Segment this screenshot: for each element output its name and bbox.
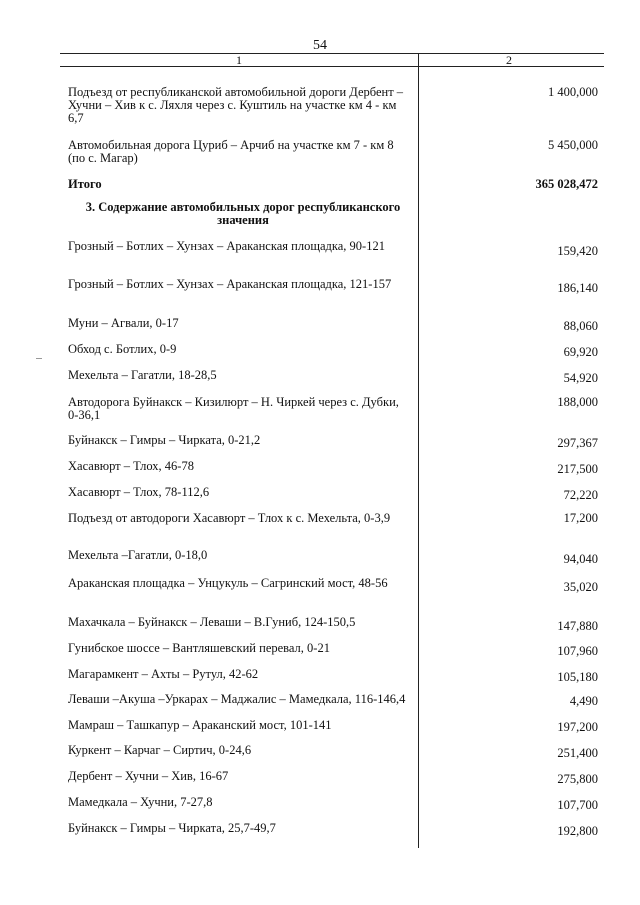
column-2-header: 2 [506,53,512,67]
amount: 217,500 [557,462,598,476]
section-title: 3. Содержание автомобильных дорог республиканского значения [85,200,401,227]
table-header-rule [60,66,604,67]
amount: 275,800 [557,772,598,786]
amount: 251,400 [557,746,598,760]
road-name: Мехельта –Гагатли, 0-18,0 [68,548,208,562]
total-label: Итого [68,177,102,191]
road-name: Буйнакск – Гимры – Чирката, 0-21,2 [68,433,261,447]
amount: 192,800 [557,824,598,838]
column-divider [418,53,419,848]
amount: 107,700 [557,798,598,812]
road-name: Гунибское шоссе – Вантляшевский перевал, 0-21 [68,641,330,655]
margin-mark [36,358,42,359]
amount: 105,180 [557,670,598,684]
road-name: Дербент – Хучни – Хив, 16-67 [68,769,229,783]
road-name: Леваши –Акуша –Уркарах – Маджалис – Мамедкала, 116-146,4 [68,692,406,706]
amount: 5 450,000 [548,138,598,152]
amount: 186,140 [557,281,598,295]
road-name: Обход с. Ботлих, 0-9 [68,342,177,356]
amount: 69,920 [563,345,598,359]
road-name: Автомобильная дорога Цуриб – Арчиб на участке км 7 - км 8 (по с. Магар) [68,138,394,165]
road-name: Мехельта – Гагатли, 18-28,5 [68,368,217,382]
amount: 35,020 [563,580,598,594]
road-name: Грозный – Ботлих – Хунзах – Араканская площадка, 90-121 [68,239,385,253]
column-1-header: 1 [236,53,242,67]
amount: 1 400,000 [548,85,598,99]
amount: 297,367 [557,436,598,450]
amount: 54,920 [563,371,598,385]
amount: 159,420 [557,244,598,258]
road-name: Буйнакск – Гимры – Чирката, 25,7-49,7 [68,821,276,835]
road-name: Мамедкала – Хучни, 7-27,8 [68,795,213,809]
amount: 107,960 [557,644,598,658]
road-name: Мамраш – Ташкапур – Араканский мост, 101-141 [68,718,332,732]
amount: 4,490 [569,694,598,708]
amount: 197,200 [557,720,598,734]
amount: 147,880 [557,619,598,633]
page-number: 54 [313,38,327,53]
amount: 188,000 [557,395,598,409]
amount: 72,220 [563,488,598,502]
road-name: Муни – Агвали, 0-17 [68,316,179,330]
amount: 17,200 [563,511,598,525]
road-name: Хасавюрт – Тлох, 78-112,6 [68,485,210,499]
road-name: Хасавюрт – Тлох, 46-78 [68,459,194,473]
road-name: Автодорога Буйнакск – Кизилюрт – Н. Чиркей через с. Дубки, 0-36,1 [68,395,399,422]
road-name: Куркент – Карчаг – Сиртич, 0-24,6 [68,743,252,757]
road-name: Подъезд от республиканской автомобильной дороги Дербент – Хучни – Хив к с. Ляхля через с. Куштиль на участке км 4 - км 6,7 [68,85,404,125]
table-top-rule [60,53,604,54]
road-name: Подъезд от автодороги Хасавюрт – Тлох к с. Мехельта, 0-3,9 [68,511,391,525]
road-name: Араканская площадка – Унцукуль – Сагринский мост, 48-56 [68,576,388,590]
road-name: Грозный – Ботлих – Хунзах – Араканская площадка, 121-157 [68,277,392,291]
amount: 88,060 [563,319,598,333]
road-name: Магарамкент – Ахты – Рутул, 42-62 [68,667,259,681]
amount: 94,040 [563,552,598,566]
road-name: Махачкала – Буйнакск – Леваши – В.Гуниб, 124-150,5 [68,615,356,629]
total-amount: 365 028,472 [535,177,598,191]
